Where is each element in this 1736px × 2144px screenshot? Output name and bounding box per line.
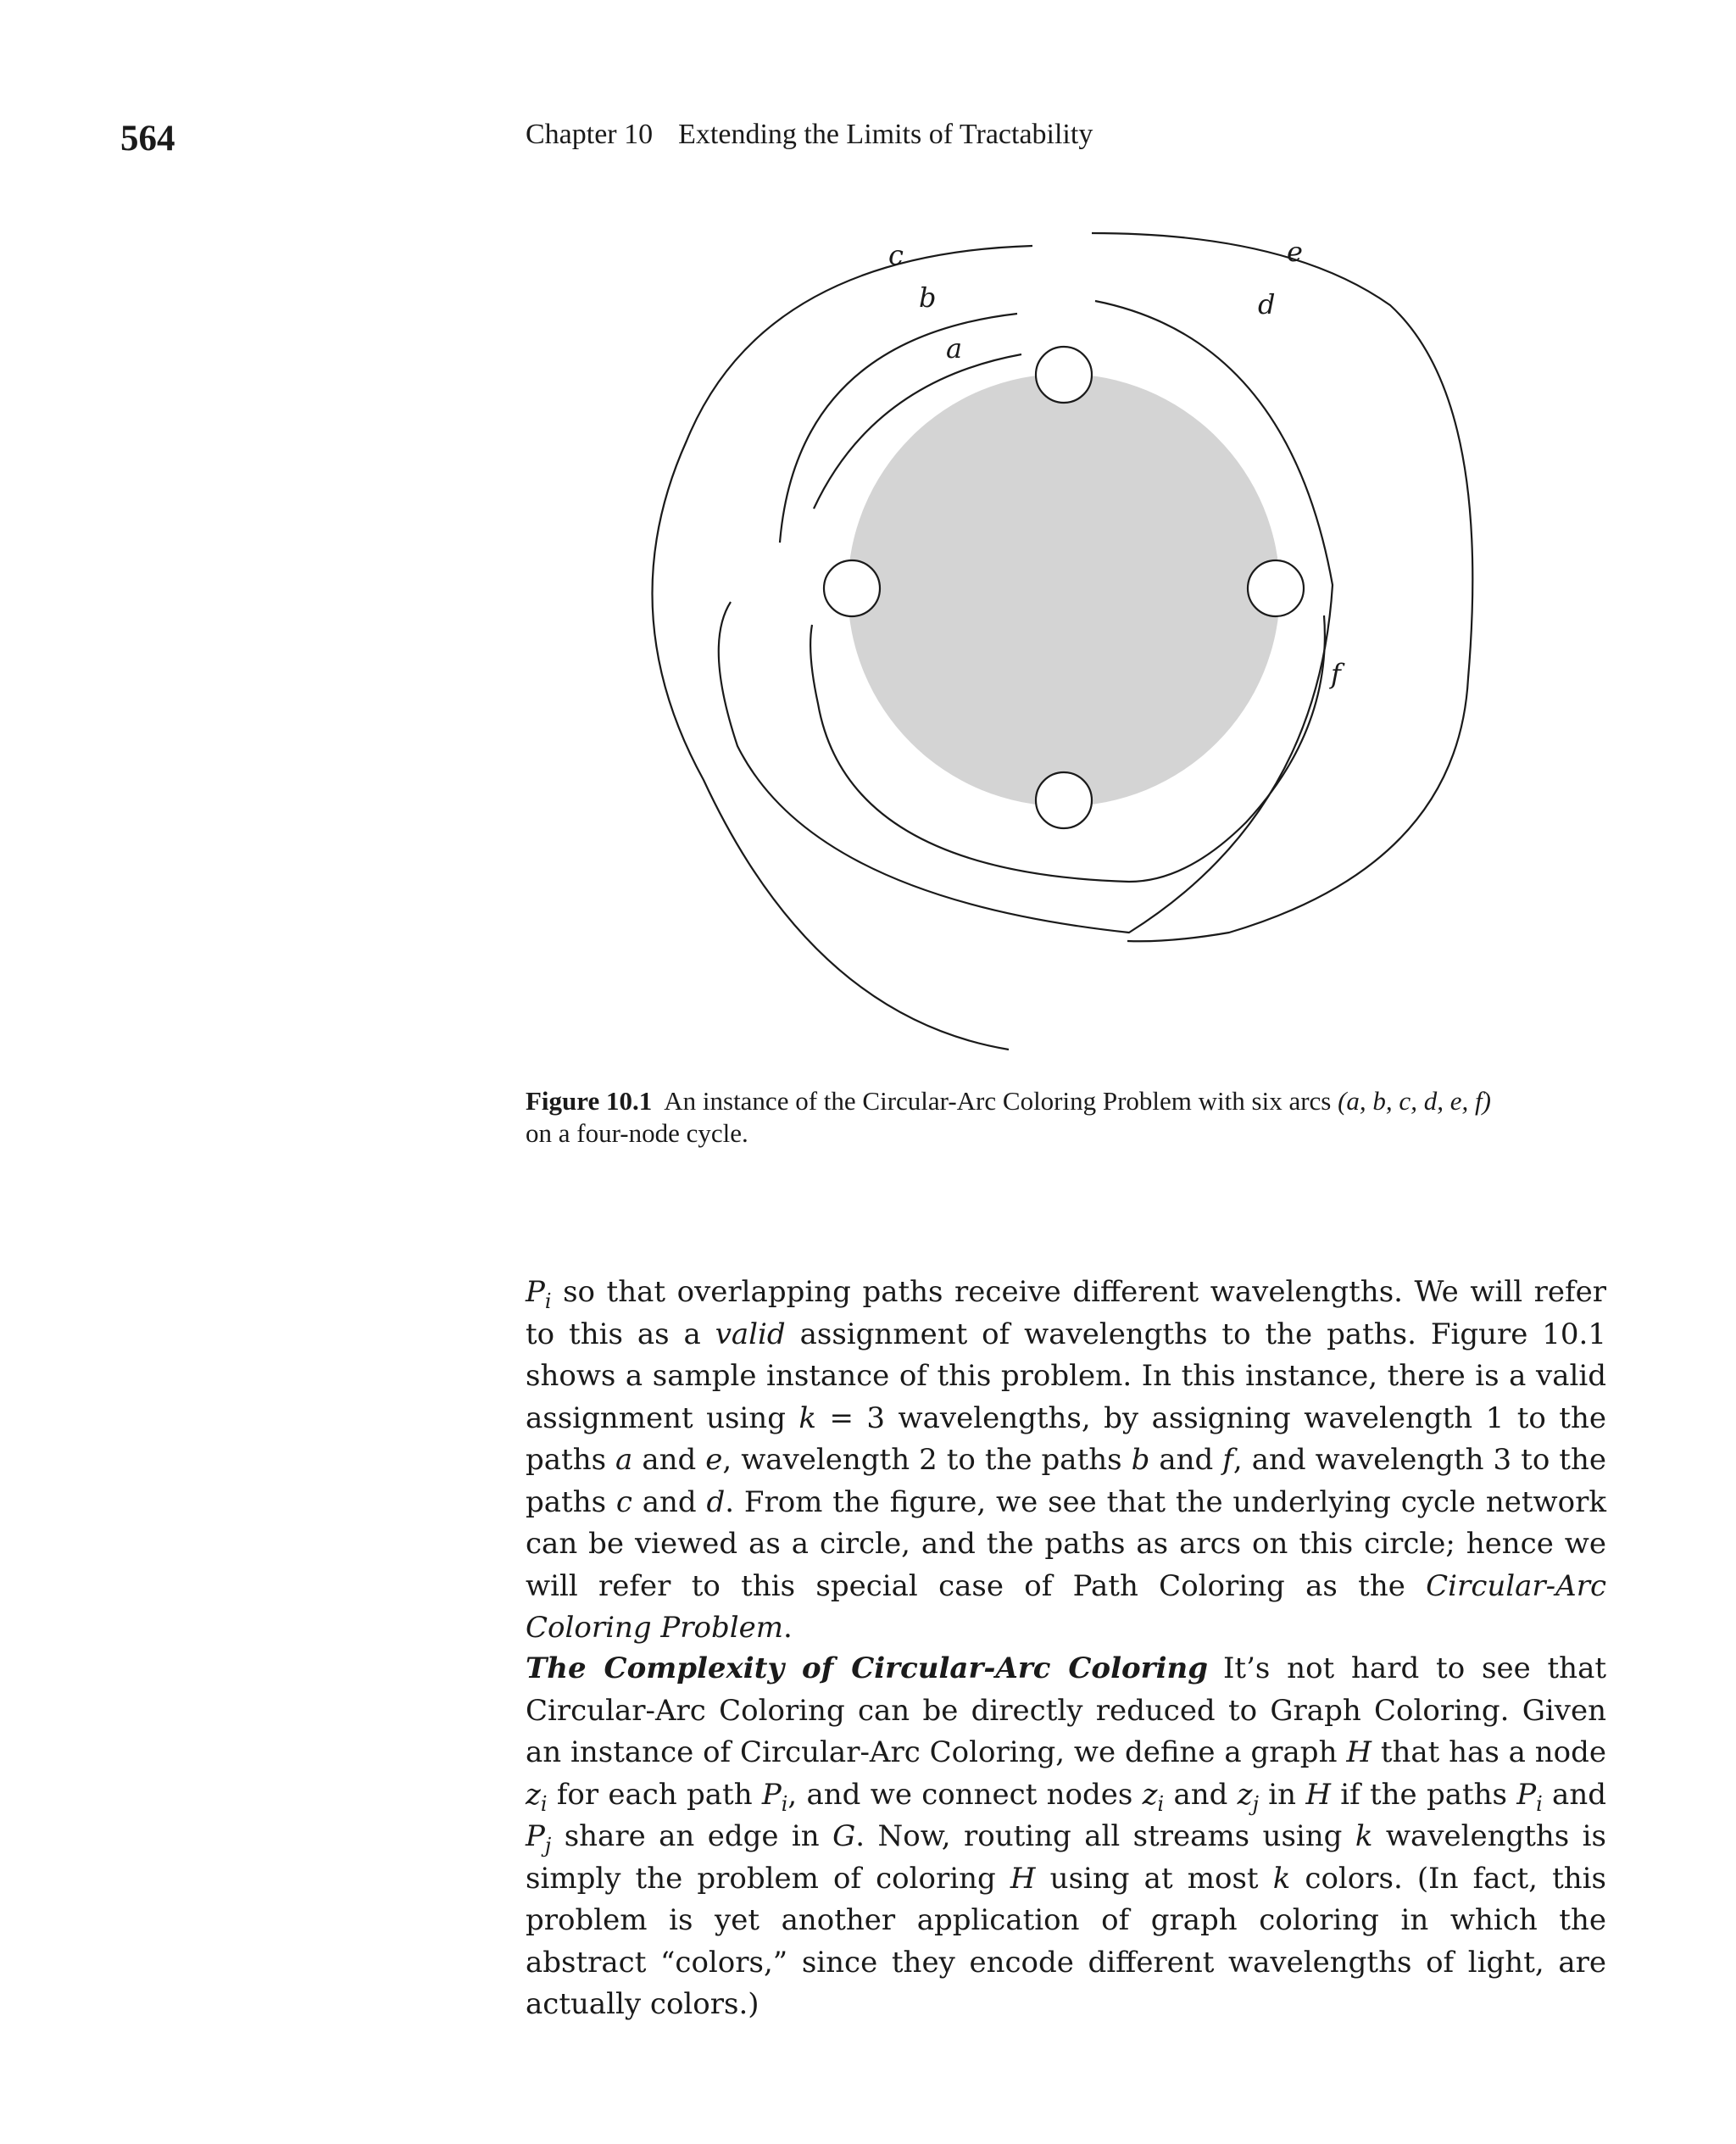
figure-caption [526, 1085, 1606, 1150]
arc-label-b: b [919, 281, 937, 314]
node-right [1248, 560, 1304, 616]
caption-text: An instance of the Circular-Arc Coloring Problem with six arcs [664, 1086, 1332, 1116]
arc-label-a: a [946, 332, 963, 365]
chapter-number: Chapter 10 [526, 119, 654, 150]
node-bottom [1036, 772, 1092, 828]
arc-label-e: e [1287, 236, 1303, 268]
arc-label-f: f [1331, 658, 1341, 690]
paragraph-complexity: The Complexity of Circular-Arc Coloring It’s not hard to see that Circular-Arc Coloring can be directly reduced to Graph Coloring. Given an instance of Circular-Arc Coloring, we define a graph H that has a node $z_i$ for each path $P_i$, and we connect nodes $z_i$ and $z_j$ in H if the paths $P_i$ and $P_j$ share an edge in G. Now, routing all streams using k wavelengths is simply the problem of coloring H using at most k colors. (In fact, this problem is yet another application of graph coloring in which the abstract “colors,” since they encode different wavelengths of light, are actually colors.) [526, 1651, 1607, 2021]
caption-text-end: on a four-node cycle. [526, 1118, 748, 1148]
node-top [1036, 347, 1092, 403]
node-left [824, 560, 880, 616]
chapter-title: Extending the Limits of Tractability [678, 119, 1093, 150]
paragraph-valid-assignment: $P_i$ so that overlapping paths receive different wavelengths. We will refer to this as a valid assignment of wavelengths to the paths. Figure 10.1 shows a sample instance of this problem. In this instance, there is a valid assignment using k = 3 wavelengths, by assigning wavelength 1 to the paths a and e, wavelength 2 to the paths b and f, and wavelength 3 to the paths c and d. From the figure, we see that the underlying cycle network can be viewed as a circle, and the paths as arcs on this circle; hence we will refer to this special case of Path Coloring as the Circular-Arc Coloring Problem. [526, 1275, 1606, 1645]
figure-label: Figure 10.1 [526, 1086, 653, 1116]
caption-math: (a, b, c, d, e, f) [1338, 1086, 1491, 1116]
page-number: 564 [120, 119, 175, 159]
circular-arc-figure [0, 0, 1736, 1068]
arc-label-c: c [888, 239, 904, 271]
arc-label-d: d [1258, 288, 1276, 320]
section-heading: The Complexity of Circular-Arc Coloring [526, 1651, 1208, 1685]
shaded-disk [848, 374, 1280, 806]
